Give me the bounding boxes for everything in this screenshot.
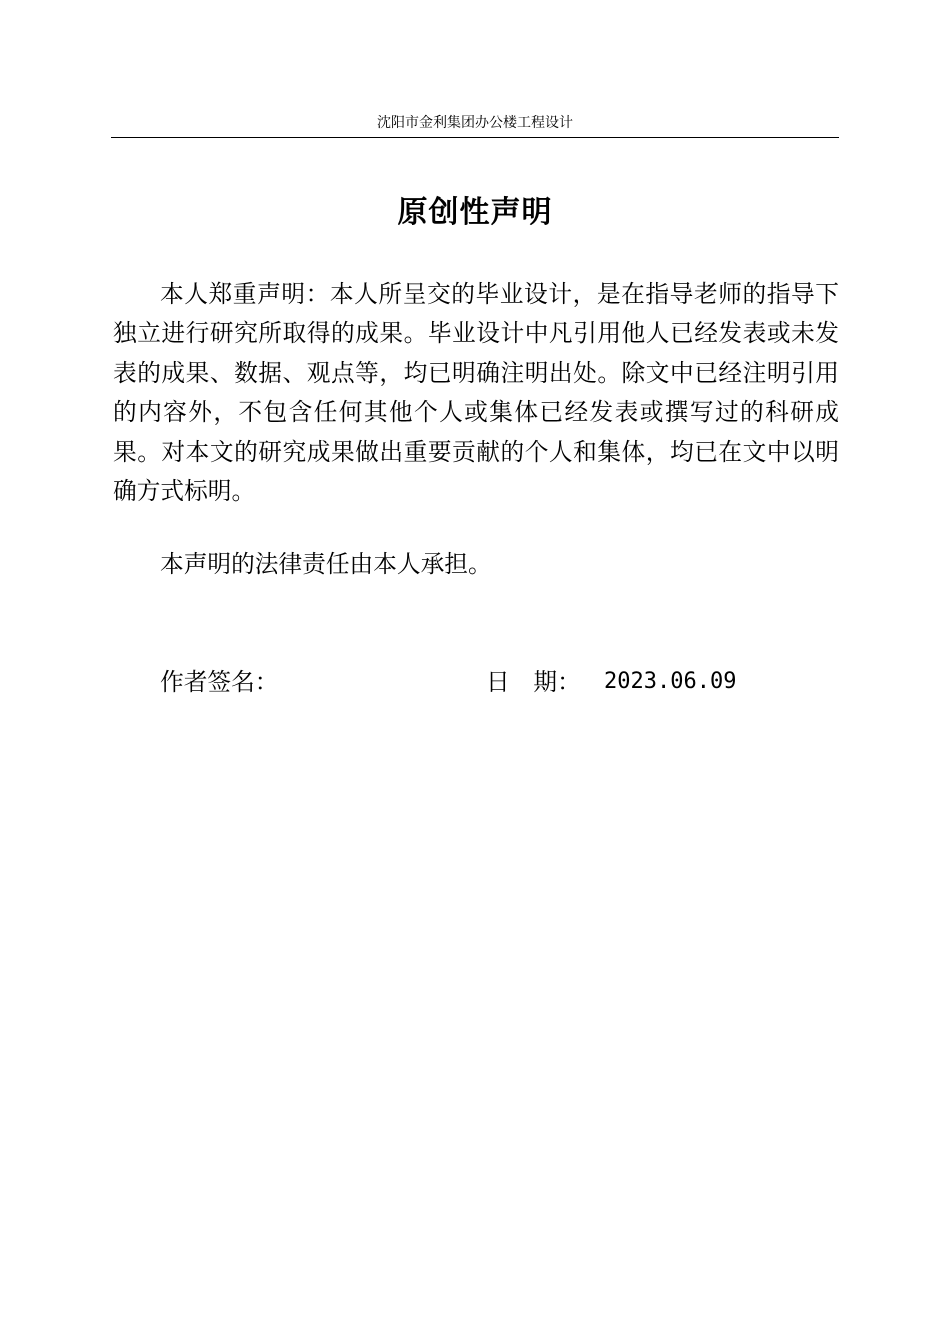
author-signature-label: 作者签名： [160,668,279,696]
page-title: 原创性声明 [397,195,553,230]
date-label: 日 期： [486,668,581,696]
declaration-paragraph: 本人郑重声明：本人所呈交的毕业设计，是在指导老师的指导下独立进行研究所取得的成果。毕业设计中凡引用他人已经发表或未发表的成果、数据、观点等，均已明确注明出处。除文中已经注明引用的内容外，不包含任何其他个人或集体已经发表或撰写过的科研成果。对本文的研究成果做出重要贡献的个人和集体，均已在文中以明确方式标明。 [113,280,839,506]
date-value: 2023.06.09 [604,669,737,694]
signature-line [160,662,839,702]
running-header [111,112,839,138]
liability-paragraph: 本声明的法律责任由本人承担。 [160,550,492,578]
author-signature-field[interactable] [278,662,478,702]
header-title: 沈阳市金利集团办公楼工程设计 [377,115,573,131]
